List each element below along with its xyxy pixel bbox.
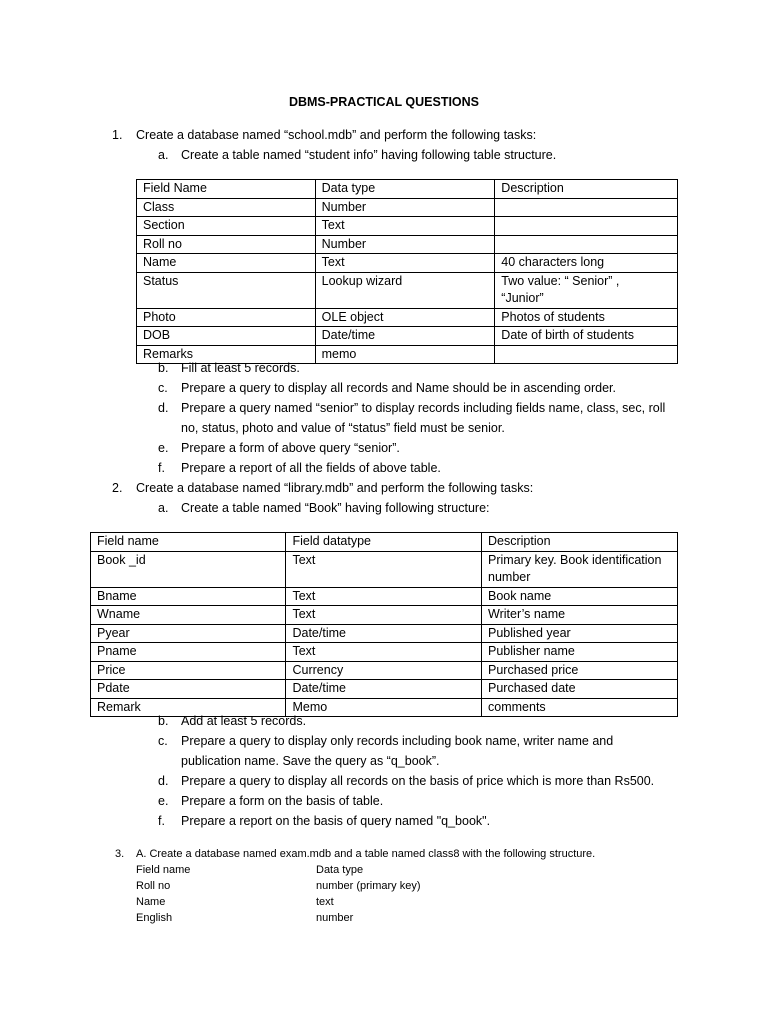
task-letter: d. (158, 774, 169, 788)
table-row (91, 606, 678, 625)
table-cell: Currency (286, 661, 482, 680)
table-cell: Lookup wizard (315, 272, 495, 308)
table-cell: Date/time (315, 327, 495, 346)
task-item (158, 712, 307, 730)
table-cell: Published year (482, 624, 678, 643)
table-cell: Purchased price (482, 661, 678, 680)
task-text: Fill at least 5 records. (181, 361, 300, 375)
task-item (158, 146, 557, 164)
question-text: Create a database named “library.mdb” and perform the following tasks: (136, 481, 534, 495)
table-cell (495, 272, 678, 308)
table-cell (495, 235, 678, 254)
table-row (137, 235, 678, 254)
table-cell: Bname (91, 587, 286, 606)
task-text: no, status, photo and value of “status” field must be senior. (181, 421, 505, 435)
table-row (137, 217, 678, 236)
table-cell: Date/time (286, 680, 482, 699)
table-row (91, 624, 678, 643)
table-row (137, 272, 678, 308)
task-letter: f. (158, 461, 165, 475)
table-cell-line: Two value: “ Senior” , (501, 273, 620, 288)
table-cell: Book _id (91, 551, 286, 587)
task-text: Prepare a report of all the fields of above table. (181, 461, 441, 475)
task-text: Create a table named “Book” having following structure: (181, 501, 490, 515)
question-number: 1. (112, 128, 123, 142)
table-cell: Text (315, 254, 495, 273)
student-info-table (136, 179, 678, 364)
structure-field: English (136, 912, 173, 924)
task-item (158, 792, 384, 810)
task-letter: a. (158, 501, 169, 515)
table-cell: Remark (91, 698, 286, 717)
table-cell: Text (286, 643, 482, 662)
table-cell: Purchased date (482, 680, 678, 699)
table-cell: memo (315, 345, 495, 364)
task-text: Prepare a query to display only records including book name, writer name and (181, 734, 614, 748)
table-cell: OLE object (315, 308, 495, 327)
task-item (158, 399, 666, 435)
table-cell: Writer’s name (482, 606, 678, 625)
table-cell: Number (315, 198, 495, 217)
table-row (137, 198, 678, 217)
structure-type: text (316, 896, 334, 908)
table-header-cell: Field datatype (286, 533, 482, 552)
structure-type: number (primary key) (316, 880, 421, 892)
structure-field: Field name (136, 864, 191, 876)
question-number: 2. (112, 481, 123, 495)
task-letter: f. (158, 814, 165, 828)
table-cell: Text (286, 587, 482, 606)
table-cell: Class (137, 198, 316, 217)
task-item (158, 499, 490, 517)
table-cell: Roll no (137, 235, 316, 254)
table-cell: Name (137, 254, 316, 273)
task-text: Prepare a report on the basis of query named "q_book". (181, 814, 491, 828)
question-1 (112, 126, 537, 144)
question-3 (115, 845, 596, 863)
task-text: Prepare a query to display all records and Name should be in ascending order. (181, 381, 616, 395)
task-item (158, 359, 300, 377)
table-cell: Text (286, 606, 482, 625)
task-text: Prepare a query named “senior” to display records including fields name, class, sec, roll (181, 401, 666, 415)
table-cell: Photo (137, 308, 316, 327)
table-cell: Date of birth of students (495, 327, 678, 346)
table-cell: Status (137, 272, 316, 308)
table-cell: Pdate (91, 680, 286, 699)
table-cell: Pname (91, 643, 286, 662)
task-item (158, 459, 441, 477)
task-letter: b. (158, 361, 169, 375)
task-letter: c. (158, 381, 168, 395)
table-cell (482, 551, 678, 587)
task-item (158, 379, 616, 397)
table-row (137, 254, 678, 273)
table-header-cell: Data type (315, 180, 495, 199)
task-letter: e. (158, 441, 169, 455)
table-cell: Wname (91, 606, 286, 625)
table-cell (495, 345, 678, 364)
task-text: Prepare a form of above query “senior”. (181, 441, 400, 455)
table-row (91, 680, 678, 699)
table-row (137, 327, 678, 346)
table-header-cell: Field name (91, 533, 286, 552)
table-cell: 40 characters long (495, 254, 678, 273)
table-header-cell: Description (495, 180, 678, 199)
task-letter: d. (158, 401, 169, 415)
table-cell: Pyear (91, 624, 286, 643)
table-cell: Price (91, 661, 286, 680)
table-cell: Text (315, 217, 495, 236)
structure-type: number (316, 912, 354, 924)
table-row (91, 643, 678, 662)
table-cell: Book name (482, 587, 678, 606)
task-text: publication name. Save the query as “q_book”. (181, 754, 440, 768)
table-cell-line: number (488, 570, 531, 584)
task-item (158, 812, 491, 830)
task-item (158, 439, 400, 457)
table-header-row (137, 180, 678, 199)
table-row (91, 587, 678, 606)
table-cell: Memo (286, 698, 482, 717)
table-cell: Publisher name (482, 643, 678, 662)
task-text: Add at least 5 records. (181, 714, 307, 728)
table-cell: Date/time (286, 624, 482, 643)
structure-field: Roll no (136, 880, 171, 892)
task-letter: e. (158, 794, 169, 808)
task-item (158, 732, 614, 768)
task-item (158, 772, 655, 790)
task-letter: a. (158, 148, 169, 162)
page-title: DBMS-PRACTICAL QUESTIONS (288, 95, 480, 109)
table-cell: Text (286, 551, 482, 587)
table-header-cell: Field Name (137, 180, 316, 199)
table-row (91, 551, 678, 587)
question-2 (112, 479, 534, 497)
table-cell (495, 198, 678, 217)
table-cell: DOB (137, 327, 316, 346)
table-header-row (91, 533, 678, 552)
question-number: 3. (115, 848, 125, 860)
table-row (137, 308, 678, 327)
table-cell: comments (482, 698, 678, 717)
task-letter: b. (158, 714, 169, 728)
task-text: Create a table named “student info” having following table structure. (181, 148, 557, 162)
structure-field: Name (136, 896, 166, 908)
table-row (91, 698, 678, 717)
table-cell: Number (315, 235, 495, 254)
book-table (90, 532, 678, 717)
structure-type: Data type (316, 864, 364, 876)
table-row (91, 661, 678, 680)
structure-row (136, 909, 354, 927)
task-text: Prepare a query to display all records on the basis of price which is more than Rs500. (181, 774, 655, 788)
table-cell: Photos of students (495, 308, 678, 327)
table-cell-line: “Junior” (501, 291, 544, 305)
table-cell: Remarks (137, 345, 316, 364)
task-letter: c. (158, 734, 168, 748)
table-cell-line: Primary key. Book identification (488, 552, 662, 567)
table-cell (495, 217, 678, 236)
task-text: Prepare a form on the basis of table. (181, 794, 384, 808)
question-text: A. Create a database named exam.mdb and a table named class8 with the following structure. (136, 848, 596, 860)
table-header-cell: Description (482, 533, 678, 552)
question-text: Create a database named “school.mdb” and perform the following tasks: (136, 128, 537, 142)
table-cell: Section (137, 217, 316, 236)
